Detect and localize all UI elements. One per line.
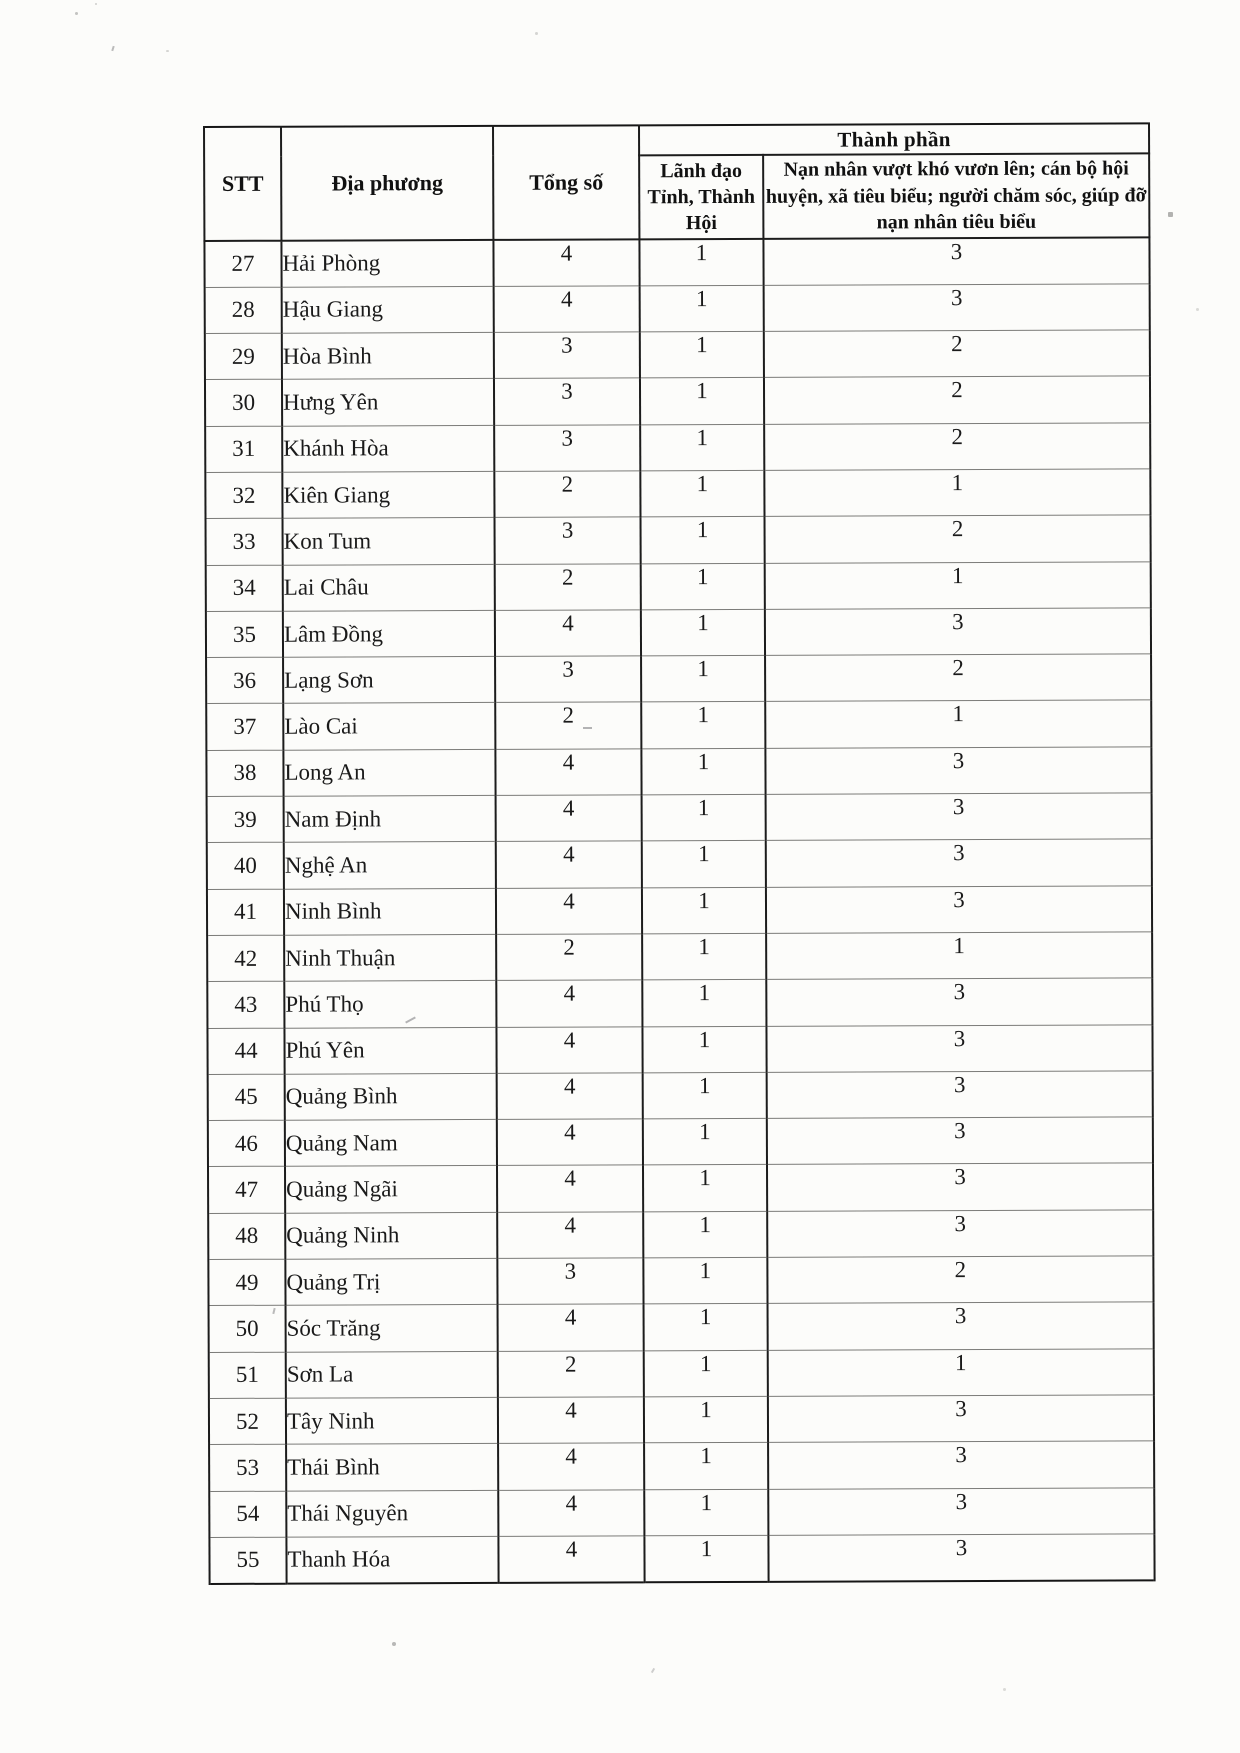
row-leader-cell: 1 — [643, 1118, 767, 1165]
row-leader-cell: 1 — [644, 1535, 768, 1582]
row-total-cell: 4 — [497, 1073, 643, 1120]
row-stt-cell: 30 — [205, 380, 282, 427]
row-locality-cell: Quảng Bình — [285, 1073, 497, 1120]
row-locality-cell: Khánh Hòa — [282, 425, 494, 472]
row-leader-cell: 1 — [640, 470, 764, 517]
row-others-cell: 3 — [763, 237, 1149, 285]
row-others-cell: 3 — [767, 1071, 1153, 1119]
row-stt-cell: 37 — [206, 704, 283, 751]
row-locality-cell: Tây Ninh — [286, 1397, 498, 1444]
column-header-total: Tổng số — [493, 125, 639, 240]
row-leader-cell: 1 — [643, 1211, 767, 1258]
row-others-cell: 3 — [768, 1302, 1154, 1350]
row-locality-cell: Quảng Ninh — [285, 1212, 497, 1259]
row-total-cell: 3 — [494, 378, 640, 425]
row-stt-cell: 38 — [206, 750, 283, 797]
row-leader-cell: 1 — [643, 1257, 767, 1304]
row-stt-cell: 33 — [206, 518, 283, 565]
row-leader-cell: 1 — [642, 980, 766, 1027]
row-others-cell: 3 — [767, 1163, 1153, 1211]
row-others-cell: 2 — [767, 1256, 1153, 1304]
row-leader-cell: 1 — [642, 1026, 766, 1073]
row-others-cell: 3 — [767, 1117, 1153, 1165]
row-leader-cell: 1 — [644, 1396, 768, 1443]
scan-speck — [1003, 1688, 1006, 1691]
row-total-cell: 4 — [498, 1489, 644, 1536]
table-body — [204, 237, 1154, 1583]
table-row — [207, 1024, 1152, 1074]
row-total-cell: 4 — [495, 610, 641, 657]
row-others-cell: 3 — [765, 608, 1151, 656]
row-total-cell: 4 — [496, 980, 642, 1027]
row-stt-cell: 46 — [208, 1120, 285, 1167]
row-others-cell: 2 — [765, 515, 1151, 563]
row-locality-cell: Sóc Trăng — [286, 1305, 498, 1352]
table-row — [205, 284, 1150, 334]
row-others-cell: 3 — [766, 978, 1152, 1026]
row-others-cell: 3 — [768, 1395, 1154, 1443]
row-locality-cell: Lai Châu — [283, 564, 495, 611]
row-others-cell: 1 — [766, 932, 1152, 980]
row-locality-cell: Phú Thọ — [284, 981, 496, 1028]
row-others-cell: 3 — [765, 747, 1151, 795]
table-row — [204, 237, 1149, 287]
table-row — [205, 423, 1150, 473]
row-stt-cell: 50 — [209, 1306, 286, 1353]
row-stt-cell: 36 — [206, 657, 283, 704]
row-total-cell: 2 — [494, 471, 640, 518]
table-row — [207, 932, 1152, 982]
row-total-cell: 3 — [495, 517, 641, 564]
row-stt-cell: 29 — [205, 333, 282, 380]
row-total-cell: 4 — [498, 1397, 644, 1444]
row-stt-cell: 49 — [208, 1259, 285, 1306]
row-leader-cell: 1 — [641, 609, 765, 656]
row-stt-cell: 55 — [209, 1537, 286, 1584]
table-row — [206, 654, 1151, 704]
row-stt-cell: 40 — [207, 843, 284, 890]
row-stt-cell: 31 — [205, 426, 282, 473]
scan-speck — [535, 32, 538, 35]
table-row — [208, 1210, 1153, 1260]
row-others-cell: 3 — [766, 1024, 1152, 1072]
row-total-cell: 2 — [495, 563, 641, 610]
row-leader-cell: 1 — [641, 563, 765, 610]
row-others-cell: 1 — [765, 561, 1151, 609]
row-others-cell: 3 — [768, 1441, 1154, 1489]
table-row — [206, 700, 1151, 750]
row-total-cell: 4 — [496, 1026, 642, 1073]
scan-speck — [75, 12, 78, 15]
row-total-cell: 3 — [494, 425, 640, 472]
row-stt-cell: 45 — [208, 1074, 285, 1121]
row-others-cell: 3 — [768, 1487, 1154, 1535]
table-row — [209, 1302, 1154, 1352]
table-row — [209, 1348, 1154, 1398]
row-total-cell: 2 — [495, 702, 641, 749]
row-total-cell: 2 — [498, 1350, 644, 1397]
scan-speck — [392, 1642, 396, 1646]
row-total-cell: 2 — [496, 934, 642, 981]
row-stt-cell: 43 — [207, 981, 284, 1028]
row-others-cell: 3 — [766, 886, 1152, 934]
row-leader-cell: 1 — [640, 424, 764, 471]
scan-speck — [1196, 308, 1199, 311]
row-locality-cell: Hậu Giang — [282, 286, 494, 333]
row-leader-cell: 1 — [641, 656, 765, 703]
row-others-cell: 2 — [765, 654, 1151, 702]
table-row — [209, 1534, 1154, 1584]
row-others-cell: 3 — [764, 284, 1150, 332]
row-locality-cell: Lạng Sơn — [283, 657, 495, 704]
row-total-cell: 4 — [496, 795, 642, 842]
row-locality-cell: Phú Yên — [284, 1027, 496, 1074]
row-stt-cell: 27 — [204, 241, 281, 288]
row-locality-cell: Thái Bình — [286, 1444, 498, 1491]
row-stt-cell: 51 — [209, 1352, 286, 1399]
row-leader-cell: 1 — [644, 1489, 768, 1536]
row-leader-cell: 1 — [641, 702, 765, 749]
row-stt-cell: 44 — [207, 1028, 284, 1075]
row-stt-cell: 39 — [207, 796, 284, 843]
row-locality-cell: Quảng Trị — [285, 1258, 497, 1305]
row-others-cell: 1 — [764, 469, 1150, 517]
table-row — [207, 793, 1152, 843]
table-row — [206, 561, 1151, 611]
row-leader-cell: 1 — [642, 887, 766, 934]
row-leader-cell: 1 — [643, 1072, 767, 1119]
row-total-cell: 4 — [498, 1304, 644, 1351]
row-locality-cell: Quảng Nam — [285, 1120, 497, 1167]
row-leader-cell: 1 — [639, 239, 763, 286]
row-total-cell: 4 — [497, 1119, 643, 1166]
column-header-stt: STT — [204, 127, 281, 241]
row-total-cell: 4 — [497, 1212, 643, 1259]
row-locality-cell: Kiên Giang — [282, 471, 494, 518]
table-row — [207, 839, 1152, 889]
table-row — [208, 1163, 1153, 1213]
row-others-cell: 2 — [764, 423, 1150, 471]
row-stt-cell: 34 — [206, 565, 283, 612]
table-row — [208, 1117, 1153, 1167]
row-stt-cell: 41 — [207, 889, 284, 936]
row-locality-cell: Nghệ An — [284, 842, 496, 889]
table-row — [205, 376, 1150, 426]
row-locality-cell: Hải Phòng — [281, 240, 493, 287]
row-leader-cell: 1 — [641, 517, 765, 564]
row-others-cell: 2 — [764, 330, 1150, 378]
scan-speck — [166, 50, 169, 52]
row-total-cell: 4 — [498, 1536, 644, 1583]
row-total-cell: 3 — [494, 332, 640, 379]
row-stt-cell: 54 — [209, 1491, 286, 1538]
column-header-leader: Lãnh đạo Tỉnh, Thành Hội — [639, 155, 763, 239]
row-total-cell: 3 — [495, 656, 641, 703]
column-header-group: Thành phần — [639, 123, 1149, 155]
row-others-cell: 1 — [765, 700, 1151, 748]
row-stt-cell: 28 — [205, 287, 282, 334]
table-header — [204, 123, 1149, 241]
delegates-table — [203, 122, 1156, 1584]
row-leader-cell: 1 — [644, 1350, 768, 1397]
row-stt-cell: 47 — [208, 1167, 285, 1214]
row-stt-cell: 32 — [205, 472, 282, 519]
table-row — [208, 1256, 1153, 1306]
row-stt-cell: 52 — [209, 1398, 286, 1445]
row-leader-cell: 1 — [642, 933, 766, 980]
table-row — [209, 1395, 1154, 1445]
table-row — [208, 1071, 1153, 1121]
row-others-cell: 1 — [768, 1348, 1154, 1396]
row-locality-cell: Lào Cai — [283, 703, 495, 750]
row-others-cell: 3 — [766, 839, 1152, 887]
row-leader-cell: 1 — [644, 1443, 768, 1490]
row-locality-cell: Ninh Bình — [284, 888, 496, 935]
row-leader-cell: 1 — [642, 794, 766, 841]
row-stt-cell: 42 — [207, 935, 284, 982]
row-stt-cell: 48 — [208, 1213, 285, 1260]
column-header-others: Nạn nhân vượt khó vươn lên; cán bộ hội huyện, xã tiêu biểu; người chăm sóc, giúp đỡ nạn nhân tiêu biểu — [763, 153, 1149, 238]
row-locality-cell: Nam Định — [284, 795, 496, 842]
row-total-cell: 4 — [494, 286, 640, 333]
row-total-cell: 4 — [495, 749, 641, 796]
table-row — [205, 469, 1150, 519]
row-leader-cell: 1 — [640, 378, 764, 425]
row-locality-cell: Sơn La — [286, 1351, 498, 1398]
row-locality-cell: Hưng Yên — [282, 379, 494, 426]
row-others-cell: 3 — [766, 793, 1152, 841]
row-locality-cell: Kon Tum — [283, 518, 495, 565]
row-locality-cell: Long An — [283, 749, 495, 796]
table-row — [207, 978, 1152, 1028]
row-stt-cell: 35 — [206, 611, 283, 658]
row-locality-cell: Lâm Đồng — [283, 610, 495, 657]
table-row — [206, 515, 1151, 565]
row-others-cell: 2 — [764, 376, 1150, 424]
table-row — [207, 886, 1152, 936]
row-leader-cell: 1 — [644, 1304, 768, 1351]
row-leader-cell: 1 — [641, 748, 765, 795]
row-leader-cell: 1 — [643, 1165, 767, 1212]
scan-speck — [111, 46, 114, 51]
row-stt-cell: 53 — [209, 1444, 286, 1491]
table-row — [206, 608, 1151, 658]
table-row — [209, 1441, 1154, 1491]
column-header-locality: Địa phương — [281, 126, 493, 241]
scan-speck — [1168, 212, 1173, 217]
row-total-cell: 4 — [498, 1443, 644, 1490]
row-total-cell: 4 — [497, 1165, 643, 1212]
row-leader-cell: 1 — [640, 285, 764, 332]
row-total-cell: 4 — [496, 887, 642, 934]
table-row — [209, 1487, 1154, 1537]
scan-speck — [651, 1668, 655, 1673]
row-others-cell: 3 — [767, 1210, 1153, 1258]
scan-speck — [95, 3, 97, 5]
row-locality-cell: Hòa Bình — [282, 332, 494, 379]
row-others-cell: 3 — [768, 1534, 1154, 1582]
table-row — [205, 330, 1150, 380]
row-total-cell: 4 — [496, 841, 642, 888]
row-locality-cell: Quảng Ngãi — [285, 1166, 497, 1213]
row-locality-cell: Thanh Hóa — [286, 1536, 498, 1583]
row-locality-cell: Thái Nguyên — [286, 1490, 498, 1537]
row-total-cell: 4 — [493, 239, 639, 286]
row-leader-cell: 1 — [642, 841, 766, 888]
row-leader-cell: 1 — [640, 331, 764, 378]
row-total-cell: 3 — [497, 1258, 643, 1305]
table-row — [206, 747, 1151, 797]
row-locality-cell: Ninh Thuận — [284, 934, 496, 981]
